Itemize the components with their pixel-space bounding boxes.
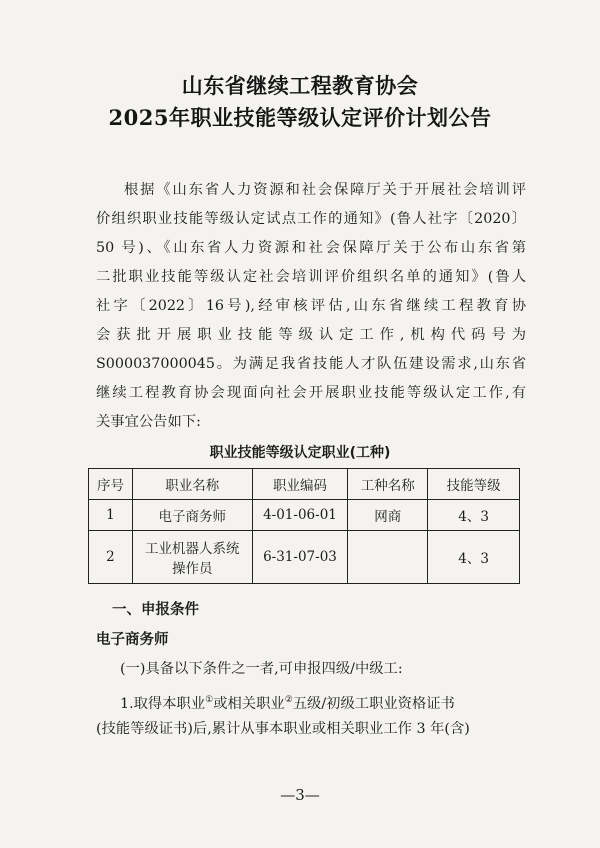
cell-skill-level: 4、3	[428, 500, 520, 531]
intro-line: 继续工程教育协会现面向社会开展职业技能等级认定工作,有	[96, 385, 526, 401]
cell-skill-level: 4、3	[428, 531, 520, 584]
condition-1-text-a: 1.取得本职业	[120, 695, 206, 712]
cell-no: 2	[89, 531, 133, 584]
occupation-table	[88, 468, 520, 584]
cell-trade-name: 网商	[348, 500, 428, 531]
condition-1-text-c: 五级/初级工职业资格证书	[292, 695, 455, 712]
cell-occupation-code: 6-31-07-03	[252, 531, 348, 584]
condition-1-text-b: 或相关职业	[213, 695, 285, 712]
footnote-marker-2: ②	[284, 695, 293, 705]
table-row	[89, 531, 520, 584]
page-number: —3—	[280, 786, 320, 804]
intro-line: 关事宜公告如下:	[96, 414, 201, 430]
cell-occupation-name	[132, 531, 252, 584]
header-occupation-code: 职业编码	[252, 469, 348, 500]
section-subheading: 电子商务师	[96, 632, 169, 648]
footnote-marker-1: ①	[205, 695, 214, 705]
cell-trade-name	[348, 531, 428, 584]
header-skill-level: 技能等级	[428, 469, 520, 500]
intro-line: 根据《山东省人力资源和社会保障厅关于开展社会培训评	[124, 182, 526, 198]
cell-occupation-name: 电子商务师	[132, 500, 252, 531]
condition-intro: (一)具备以下条件之一者,可申报四级/中级工:	[120, 661, 403, 677]
section-heading: 一、申报条件	[112, 602, 199, 618]
intro-line: S000037000045。为满足我省技能人才队伍建设需求,山东省	[96, 356, 526, 372]
table-caption: 职业技能等级认定职业(工种)	[209, 445, 391, 461]
condition-1-line1	[120, 690, 550, 714]
header-occupation-name: 职业名称	[132, 469, 252, 500]
cell-occupation-name-line1: 工业机器人系统	[144, 541, 240, 557]
condition-1-line2: (技能等级证书)后,累计从事本职业或相关职业工作 3 年(含)	[96, 721, 470, 737]
intro-line: 50 号)、《山东省人力资源和社会保障厅关于公布山东省第	[96, 240, 526, 256]
cell-no: 1	[89, 500, 133, 531]
intro-line: 会获批开展职业技能等级认定工作,机构代码号为	[96, 327, 526, 343]
table-header-row	[89, 469, 520, 500]
intro-line: 社字〔2022〕16号),经审核评估,山东省继续工程教育协	[96, 298, 526, 314]
cell-occupation-code: 4-01-06-01	[252, 500, 348, 531]
document-title-line2: 2025年职业技能等级认定评价计划公告	[108, 105, 492, 130]
table-row	[89, 500, 520, 531]
document-title-line1: 山东省继续工程教育协会	[181, 73, 419, 98]
intro-line: 二批职业技能等级认定社会培训评价组织名单的通知》(鲁人	[96, 269, 526, 285]
cell-occupation-name-line2: 操作员	[171, 561, 213, 577]
intro-line: 价组织职业技能等级认定试点工作的通知》(鲁人社字〔2020〕	[96, 211, 526, 227]
header-no: 序号	[89, 469, 133, 500]
header-trade-name: 工种名称	[348, 469, 428, 500]
